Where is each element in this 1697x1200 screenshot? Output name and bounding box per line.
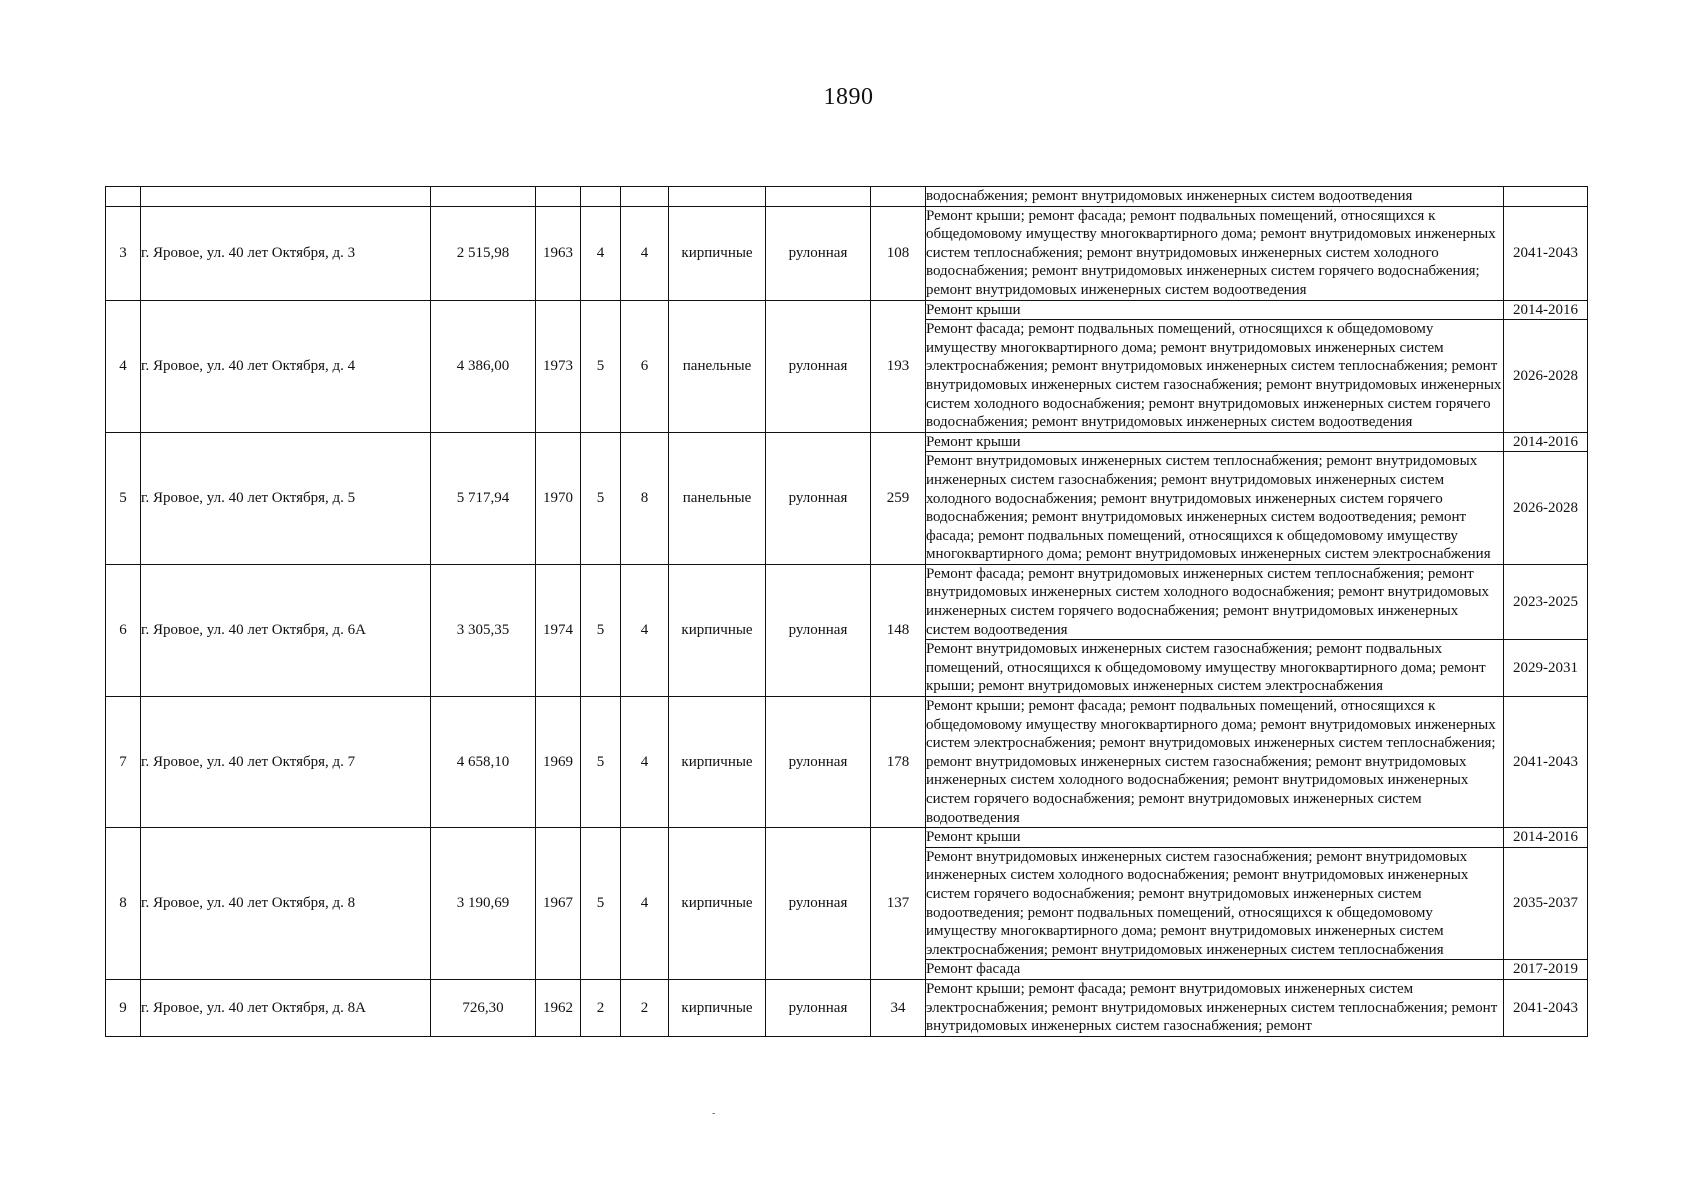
scan-mark: - (712, 1108, 716, 1119)
table-row (106, 979, 1588, 1036)
cell-works: Ремонт внутридомовых инженерных систем теплоснабжения; ремонт внутридомовых инженерных систем газоснабжения; ремонт внутридомовых инженерных систем холодного водоснабжения; ремонт внутридомовых инженерных систем горячего водоснабжения; ремонт внутридомовых инженерных систем водоотведения; ремонт фасада; ремонт подвальных помещений, относящихся к общедомовому имуществу многоквартирного дома; ремонт внутридомовых инженерных систем электроснабжения (926, 452, 1504, 565)
cell-roof-type: рулонная (766, 697, 871, 828)
cell-roof-type: рулонная (766, 300, 871, 432)
cell-wall-material (669, 187, 766, 207)
cell-apartments: 108 (871, 206, 926, 300)
cell-works: Ремонт крыши (926, 300, 1504, 320)
cell-period: 2035-2037 (1504, 847, 1588, 960)
cell-wall-material: кирпичные (669, 564, 766, 696)
cell-period: 2026-2028 (1504, 320, 1588, 433)
cell-period: 2041-2043 (1504, 206, 1588, 300)
cell-year (536, 187, 581, 207)
cell-entrances: 4 (621, 828, 669, 980)
cell-roof-type: рулонная (766, 564, 871, 696)
cell-address: г. Яровое, ул. 40 лет Октября, д. 7 (141, 697, 431, 828)
cell-period: 2041-2043 (1504, 697, 1588, 828)
cell-works: Ремонт внутридомовых инженерных систем газоснабжения; ремонт внутридомовых инженерных систем холодного водоснабжения; ремонт внутридомовых инженерных систем горячего водоснабжения; ремонт внутридомовых инженерных систем водоотведения; ремонт подвальных помещений, относящихся к общедомовому имуществу многоквартирного дома; ремонт внутридомовых инженерных систем электроснабжения; ремонт внутридомовых инженерных систем теплоснабжения (926, 847, 1504, 960)
cell-num: 7 (106, 697, 141, 828)
cell-address: г. Яровое, ул. 40 лет Октября, д. 3 (141, 206, 431, 300)
cell-area: 3 190,69 (431, 828, 536, 980)
cell-period: 2026-2028 (1504, 452, 1588, 565)
cell-floors (581, 187, 621, 207)
cell-floors: 5 (581, 300, 621, 432)
cell-roof-type: рулонная (766, 206, 871, 300)
cell-year: 1967 (536, 828, 581, 980)
cell-period: 2014-2016 (1504, 828, 1588, 848)
table-row (106, 564, 1588, 639)
cell-works: Ремонт крыши; ремонт фасада; ремонт внутридомовых инженерных систем электроснабжения; ремонт внутридомовых инженерных систем теплоснабжения; ремонт внутридомовых инженерных систем газоснабжения; ремонт (926, 979, 1504, 1036)
table-row (106, 697, 1588, 828)
cell-floors: 4 (581, 206, 621, 300)
housing-repair-table (105, 186, 1588, 1037)
cell-floors: 5 (581, 564, 621, 696)
cell-entrances: 4 (621, 206, 669, 300)
cell-year: 1970 (536, 432, 581, 564)
cell-works: Ремонт фасада (926, 960, 1504, 980)
cell-address: г. Яровое, ул. 40 лет Октября, д. 5 (141, 432, 431, 564)
cell-roof-type: рулонная (766, 979, 871, 1036)
cell-period (1504, 187, 1588, 207)
cell-area: 726,30 (431, 979, 536, 1036)
cell-area (431, 187, 536, 207)
cell-apartments: 137 (871, 828, 926, 980)
table-body (106, 187, 1588, 1037)
cell-roof-type (766, 187, 871, 207)
cell-entrances: 4 (621, 564, 669, 696)
cell-wall-material: панельные (669, 432, 766, 564)
table-row (106, 828, 1588, 848)
cell-num: 6 (106, 564, 141, 696)
cell-floors: 5 (581, 432, 621, 564)
cell-works: Ремонт крыши (926, 828, 1504, 848)
cell-works: Ремонт крыши (926, 432, 1504, 452)
table-row (106, 432, 1588, 452)
cell-apartments (871, 187, 926, 207)
cell-year: 1969 (536, 697, 581, 828)
cell-roof-type: рулонная (766, 432, 871, 564)
cell-wall-material: кирпичные (669, 828, 766, 980)
cell-entrances: 6 (621, 300, 669, 432)
cell-wall-material: кирпичные (669, 979, 766, 1036)
cell-works: Ремонт крыши; ремонт фасада; ремонт подвальных помещений, относящихся к общедомовому имуществу многоквартирного дома; ремонт внутридомовых инженерных систем электроснабжения; ремонт внутридомовых инженерных систем теплоснабжения; ремонт внутридомовых инженерных систем газоснабжения; ремонт внутридомовых инженерных систем холодного водоснабжения; ремонт внутридомовых инженерных систем горячего водоснабжения; ремонт внутридомовых инженерных систем водоотведения (926, 697, 1504, 828)
cell-floors: 5 (581, 828, 621, 980)
cell-area: 4 658,10 (431, 697, 536, 828)
cell-works: Ремонт крыши; ремонт фасада; ремонт подвальных помещений, относящихся к общедомовому имуществу многоквартирного дома; ремонт внутридомовых инженерных систем теплоснабжения; ремонт внутридомовых инженерных систем холодного водоснабжения; ремонт внутридомовых инженерных систем горячего водоснабжения; ремонт внутридомовых инженерных систем водоотведения (926, 206, 1504, 300)
cell-num: 3 (106, 206, 141, 300)
table-row (106, 300, 1588, 320)
cell-area: 3 305,35 (431, 564, 536, 696)
cell-works: Ремонт фасада; ремонт подвальных помещений, относящихся к общедомовому имуществу многоквартирного дома; ремонт внутридомовых инженерных систем электроснабжения; ремонт внутридомовых инженерных систем теплоснабжения; ремонт внутридомовых инженерных систем газоснабжения; ремонт внутридомовых инженерных систем холодного водоснабжения; ремонт внутридомовых инженерных систем горячего водоснабжения; ремонт внутридомовых инженерных систем водоотведения (926, 320, 1504, 433)
page-number: 1890 (823, 84, 874, 110)
cell-period: 2023-2025 (1504, 564, 1588, 639)
cell-address: г. Яровое, ул. 40 лет Октября, д. 6А (141, 564, 431, 696)
cell-works: водоснабжения; ремонт внутридомовых инженерных систем водоотведения (926, 187, 1504, 207)
cell-wall-material: панельные (669, 300, 766, 432)
cell-num: 4 (106, 300, 141, 432)
cell-address: г. Яровое, ул. 40 лет Октября, д. 8 (141, 828, 431, 980)
cell-entrances: 2 (621, 979, 669, 1036)
cell-works: Ремонт фасада; ремонт внутридомовых инженерных систем теплоснабжения; ремонт внутридомовых инженерных систем холодного водоснабжения; ремонт внутридомовых инженерных систем горячего водоснабжения; ремонт внутридомовых инженерных систем водоотведения (926, 564, 1504, 639)
cell-floors: 5 (581, 697, 621, 828)
cell-period: 2014-2016 (1504, 300, 1588, 320)
cell-entrances: 8 (621, 432, 669, 564)
cell-area: 5 717,94 (431, 432, 536, 564)
table-row (106, 187, 1588, 207)
cell-num: 5 (106, 432, 141, 564)
cell-year: 1963 (536, 206, 581, 300)
cell-period: 2029-2031 (1504, 640, 1588, 697)
cell-period: 2041-2043 (1504, 979, 1588, 1036)
cell-num: 9 (106, 979, 141, 1036)
cell-entrances (621, 187, 669, 207)
cell-year: 1973 (536, 300, 581, 432)
cell-apartments: 148 (871, 564, 926, 696)
cell-works: Ремонт внутридомовых инженерных систем газоснабжения; ремонт подвальных помещений, относящихся к общедомовому имуществу многоквартирного дома; ремонт крыши; ремонт внутридомовых инженерных систем электроснабжения (926, 640, 1504, 697)
cell-apartments: 34 (871, 979, 926, 1036)
cell-area: 2 515,98 (431, 206, 536, 300)
cell-entrances: 4 (621, 697, 669, 828)
cell-address: г. Яровое, ул. 40 лет Октября, д. 4 (141, 300, 431, 432)
cell-area: 4 386,00 (431, 300, 536, 432)
cell-wall-material: кирпичные (669, 206, 766, 300)
cell-period: 2014-2016 (1504, 432, 1588, 452)
cell-period: 2017-2019 (1504, 960, 1588, 980)
cell-roof-type: рулонная (766, 828, 871, 980)
cell-apartments: 178 (871, 697, 926, 828)
cell-floors: 2 (581, 979, 621, 1036)
table-row (106, 206, 1588, 300)
cell-address: г. Яровое, ул. 40 лет Октября, д. 8А (141, 979, 431, 1036)
cell-apartments: 259 (871, 432, 926, 564)
cell-num: 8 (106, 828, 141, 980)
cell-num (106, 187, 141, 207)
cell-year: 1962 (536, 979, 581, 1036)
cell-year: 1974 (536, 564, 581, 696)
cell-address (141, 187, 431, 207)
cell-apartments: 193 (871, 300, 926, 432)
cell-wall-material: кирпичные (669, 697, 766, 828)
